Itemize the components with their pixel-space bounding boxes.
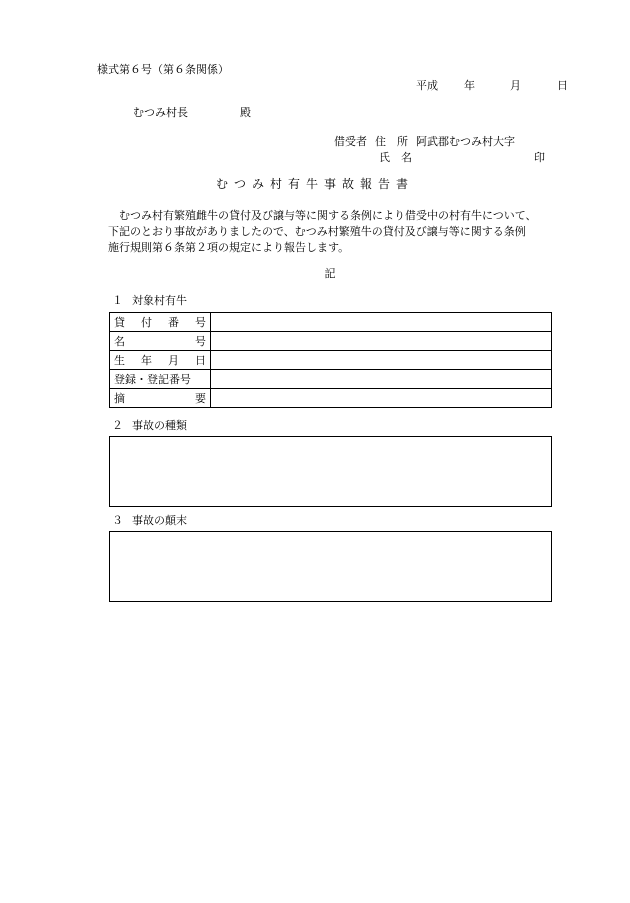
date-year-label: 年 [464,79,475,92]
row-label-remarks: 摘 要 [110,389,211,408]
addressee-honorific: 殿 [240,106,251,119]
date-month-label: 月 [510,79,521,92]
section3-heading [112,514,187,528]
address-label: 住 所 [375,135,408,148]
body-paragraph [108,208,563,256]
form-number: 様式第６号（第６条関係） [97,63,229,76]
borrower-address-line [334,135,515,149]
section1-number: １ [112,294,123,307]
section3-label: 事故の顛末 [132,514,187,527]
body-line: 下記のとおり事故がありましたので、むつみ村繁殖牛の貸付及び譲与等に関する条例 [108,225,526,238]
body-line: 施行規則第６条第２項の規定により報告します。 [108,241,350,254]
table-row [110,313,552,332]
ki-heading: 記 [324,267,336,280]
section1-label: 対象村有牛 [132,294,187,307]
section2-number: ２ [112,419,123,432]
addressee [133,106,251,120]
body-line: むつみ村有繁殖雌牛の貸付及び譲与等に関する条例により借受中の村有牛について、 [119,209,537,222]
cattle-table [109,312,552,408]
section2-label: 事故の種類 [132,419,187,432]
accident-type-box[interactable] [109,436,552,507]
registration-field[interactable] [211,370,552,389]
table-row [110,351,552,370]
row-label-loan-number: 貸 付 番 号 [110,313,211,332]
remarks-field[interactable] [211,389,552,408]
borrower-name-line [379,151,545,165]
date-era: 平成 [416,79,438,92]
row-label-registration: 登録・登記番号 [110,370,211,389]
document-title: むつみ村有牛事故報告書 [215,177,414,191]
borrower-label: 借受者 [334,135,367,148]
addressee-name: むつみ村長 [133,106,188,119]
cattle-name-field[interactable] [211,332,552,351]
row-label-birthdate: 生 年 月 日 [110,351,211,370]
seal-mark: 印 [534,151,545,164]
date-line [416,79,568,93]
loan-number-field[interactable] [211,313,552,332]
accident-details-box[interactable] [109,531,552,602]
address-value[interactable]: 阿武郡むつみ村大字 [416,135,515,148]
date-day-label: 日 [557,79,568,92]
table-row [110,389,552,408]
section2-heading [112,419,187,433]
section3-number: ３ [112,514,123,527]
name-label: 氏 名 [379,151,412,164]
birthdate-field[interactable] [211,351,552,370]
table-row [110,370,552,389]
table-row [110,332,552,351]
row-label-name: 名 号 [110,332,211,351]
section1-heading [112,294,187,308]
